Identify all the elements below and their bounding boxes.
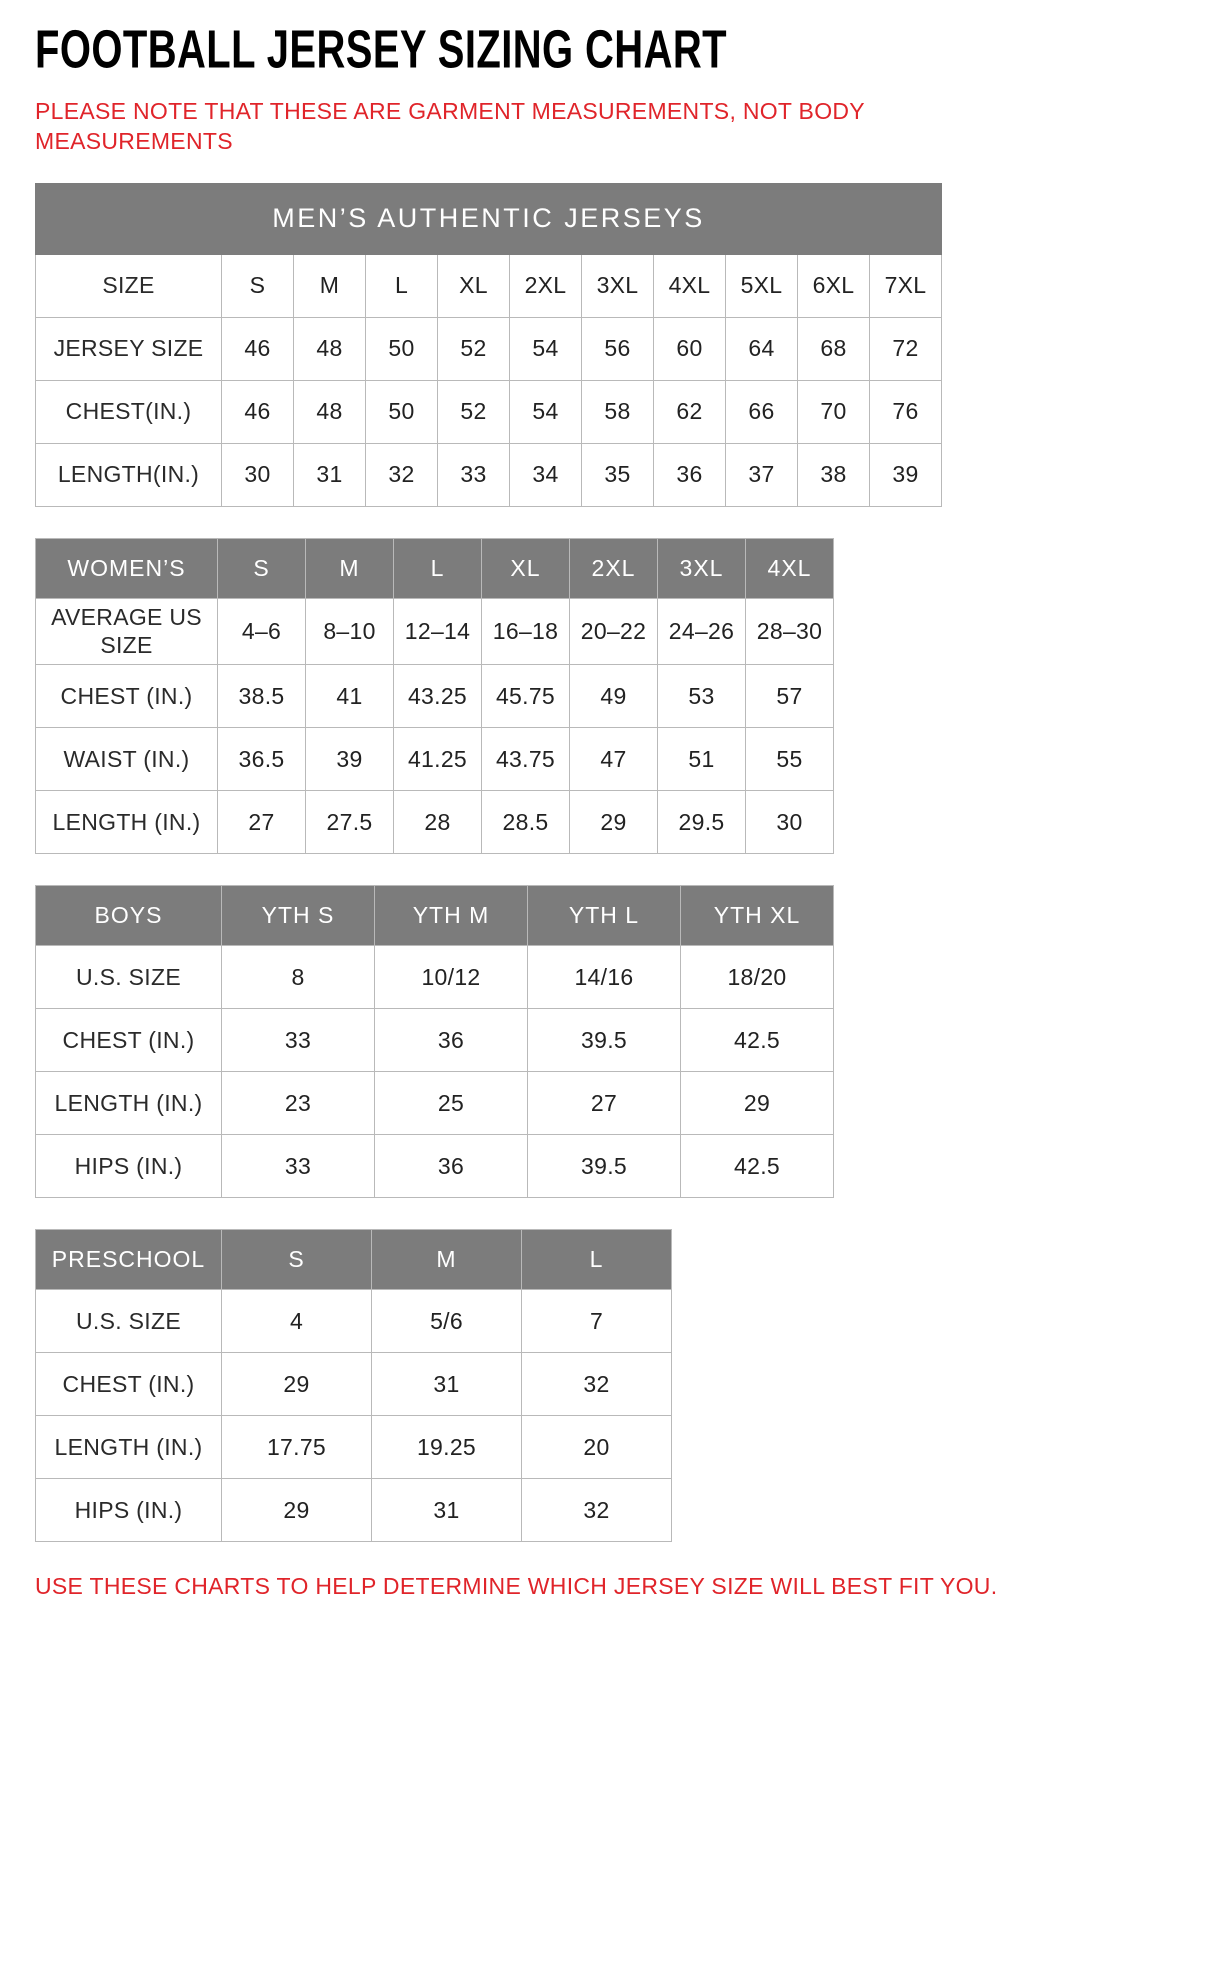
cell-value: 29 (570, 791, 658, 854)
cell-value: 53 (658, 665, 746, 728)
table-row (36, 728, 834, 791)
cell-value: 29.5 (658, 791, 746, 854)
cell-value: 2XL (510, 254, 582, 317)
cell-value: 66 (726, 380, 798, 443)
row-label: CHEST (IN.) (36, 1009, 222, 1072)
cell-value: 33 (222, 1135, 375, 1198)
column-header: 4XL (746, 538, 834, 598)
cell-value: 33 (222, 1009, 375, 1072)
cell-value: 64 (726, 317, 798, 380)
cell-value: 4XL (654, 254, 726, 317)
cell-value: 55 (746, 728, 834, 791)
table-row (36, 791, 834, 854)
table-header-row (36, 538, 834, 598)
row-label: LENGTH(IN.) (36, 443, 222, 506)
table-row (36, 1009, 834, 1072)
cell-value: 32 (366, 443, 438, 506)
cell-value: 72 (870, 317, 942, 380)
table-row (36, 946, 834, 1009)
cell-value: 30 (222, 443, 294, 506)
preschool-jerseys-table (35, 1229, 1190, 1542)
cell-value: 56 (582, 317, 654, 380)
cell-value: 4 (222, 1290, 372, 1353)
cell-value: 27 (528, 1072, 681, 1135)
cell-value: 10/12 (375, 946, 528, 1009)
table-row (36, 443, 942, 506)
column-header: 2XL (570, 538, 658, 598)
cell-value: 32 (522, 1353, 672, 1416)
row-label: LENGTH (IN.) (36, 1072, 222, 1135)
column-header: L (394, 538, 482, 598)
cell-value: 54 (510, 380, 582, 443)
cell-value: 8 (222, 946, 375, 1009)
table-row (36, 1479, 672, 1542)
mens-size-table (35, 183, 942, 507)
table-row (36, 665, 834, 728)
row-label: WAIST (IN.) (36, 728, 218, 791)
cell-value: 41 (306, 665, 394, 728)
footer-note: USE THESE CHARTS TO HELP DETERMINE WHICH JERSEY SIZE WILL BEST FIT YOU. (35, 1573, 998, 1600)
cell-value: 34 (510, 443, 582, 506)
table-row (36, 380, 942, 443)
cell-value: 52 (438, 317, 510, 380)
boys-size-table (35, 885, 834, 1198)
row-label: HIPS (IN.) (36, 1479, 222, 1542)
measurement-note: PLEASE NOTE THAT THESE ARE GARMENT MEASUREMENTS, NOT BODY MEASUREMENTS (35, 98, 865, 155)
row-label: CHEST (IN.) (36, 665, 218, 728)
cell-value: XL (438, 254, 510, 317)
table-row (36, 1353, 672, 1416)
table-banner-row (36, 183, 942, 254)
cell-value: 16–18 (482, 598, 570, 665)
cell-value: 43.75 (482, 728, 570, 791)
cell-value: 48 (294, 317, 366, 380)
cell-value: 28 (394, 791, 482, 854)
cell-value: 76 (870, 380, 942, 443)
cell-value: 37 (726, 443, 798, 506)
table-row (36, 254, 942, 317)
cell-value: 36 (375, 1135, 528, 1198)
column-header: L (522, 1230, 672, 1290)
cell-value: 5XL (726, 254, 798, 317)
cell-value: 31 (372, 1353, 522, 1416)
column-header: M (306, 538, 394, 598)
mens-table-banner: MEN’S AUTHENTIC JERSEYS (36, 183, 942, 254)
column-header: M (372, 1230, 522, 1290)
cell-value: 38 (798, 443, 870, 506)
cell-value: 23 (222, 1072, 375, 1135)
cell-value: 36 (654, 443, 726, 506)
cell-value: 33 (438, 443, 510, 506)
cell-value: 7XL (870, 254, 942, 317)
boys-jerseys-table (35, 885, 1190, 1198)
row-label: LENGTH (IN.) (36, 1416, 222, 1479)
cell-value: 39 (306, 728, 394, 791)
cell-value: 28–30 (746, 598, 834, 665)
cell-value: 19.25 (372, 1416, 522, 1479)
cell-value: 29 (681, 1072, 834, 1135)
row-label: U.S. SIZE (36, 946, 222, 1009)
cell-value: 4–6 (218, 598, 306, 665)
cell-value: 32 (522, 1479, 672, 1542)
cell-value: 50 (366, 380, 438, 443)
column-header: YTH M (375, 886, 528, 946)
column-header: S (218, 538, 306, 598)
cell-value: 60 (654, 317, 726, 380)
cell-value: 39.5 (528, 1135, 681, 1198)
cell-value: 36.5 (218, 728, 306, 791)
womens-jerseys-table (35, 538, 1190, 855)
womens-size-table (35, 538, 834, 855)
cell-value: 27 (218, 791, 306, 854)
column-header: 3XL (658, 538, 746, 598)
boys-table-title-cell: BOYS (36, 886, 222, 946)
cell-value: 49 (570, 665, 658, 728)
cell-value: 52 (438, 380, 510, 443)
cell-value: 31 (372, 1479, 522, 1542)
cell-value: L (366, 254, 438, 317)
column-header: YTH L (528, 886, 681, 946)
cell-value: 48 (294, 380, 366, 443)
page-title: FOOTBALL JERSEY SIZING CHART (35, 18, 728, 80)
cell-value: 8–10 (306, 598, 394, 665)
cell-value: 57 (746, 665, 834, 728)
cell-value: 17.75 (222, 1416, 372, 1479)
cell-value: 50 (366, 317, 438, 380)
table-row (36, 317, 942, 380)
cell-value: 7 (522, 1290, 672, 1353)
cell-value: 14/16 (528, 946, 681, 1009)
cell-value: 46 (222, 317, 294, 380)
row-label: CHEST(IN.) (36, 380, 222, 443)
cell-value: 6XL (798, 254, 870, 317)
table-row (36, 1135, 834, 1198)
table-row (36, 1416, 672, 1479)
cell-value: 45.75 (482, 665, 570, 728)
cell-value: 29 (222, 1479, 372, 1542)
mens-authentic-jerseys-table (35, 183, 1190, 507)
cell-value: 20–22 (570, 598, 658, 665)
cell-value: 62 (654, 380, 726, 443)
cell-value: 24–26 (658, 598, 746, 665)
cell-value: 46 (222, 380, 294, 443)
cell-value: 5/6 (372, 1290, 522, 1353)
cell-value: 18/20 (681, 946, 834, 1009)
cell-value: 68 (798, 317, 870, 380)
cell-value: 51 (658, 728, 746, 791)
cell-value: 41.25 (394, 728, 482, 791)
table-row (36, 598, 834, 665)
preschool-size-table (35, 1229, 672, 1542)
row-label: HIPS (IN.) (36, 1135, 222, 1198)
cell-value: 39.5 (528, 1009, 681, 1072)
cell-value: 39 (870, 443, 942, 506)
cell-value: 36 (375, 1009, 528, 1072)
cell-value: 3XL (582, 254, 654, 317)
cell-value: 25 (375, 1072, 528, 1135)
cell-value: 38.5 (218, 665, 306, 728)
row-label: SIZE (36, 254, 222, 317)
cell-value: 30 (746, 791, 834, 854)
table-header-row (36, 1230, 672, 1290)
row-label: CHEST (IN.) (36, 1353, 222, 1416)
cell-value: 29 (222, 1353, 372, 1416)
cell-value: M (294, 254, 366, 317)
preschool-table-title-cell: PRESCHOOL (36, 1230, 222, 1290)
cell-value: 54 (510, 317, 582, 380)
row-label: AVERAGE US SIZE (36, 598, 218, 665)
cell-value: 42.5 (681, 1135, 834, 1198)
column-header: S (222, 1230, 372, 1290)
cell-value: 28.5 (482, 791, 570, 854)
womens-table-title-cell: WOMEN’S (36, 538, 218, 598)
row-label: LENGTH (IN.) (36, 791, 218, 854)
table-row (36, 1072, 834, 1135)
cell-value: 31 (294, 443, 366, 506)
table-header-row (36, 886, 834, 946)
cell-value: 47 (570, 728, 658, 791)
column-header: YTH XL (681, 886, 834, 946)
row-label: JERSEY SIZE (36, 317, 222, 380)
row-label: U.S. SIZE (36, 1290, 222, 1353)
column-header: XL (482, 538, 570, 598)
cell-value: 58 (582, 380, 654, 443)
cell-value: 35 (582, 443, 654, 506)
cell-value: 20 (522, 1416, 672, 1479)
cell-value: 43.25 (394, 665, 482, 728)
cell-value: 12–14 (394, 598, 482, 665)
cell-value: 42.5 (681, 1009, 834, 1072)
column-header: YTH S (222, 886, 375, 946)
cell-value: S (222, 254, 294, 317)
cell-value: 27.5 (306, 791, 394, 854)
table-row (36, 1290, 672, 1353)
cell-value: 70 (798, 380, 870, 443)
